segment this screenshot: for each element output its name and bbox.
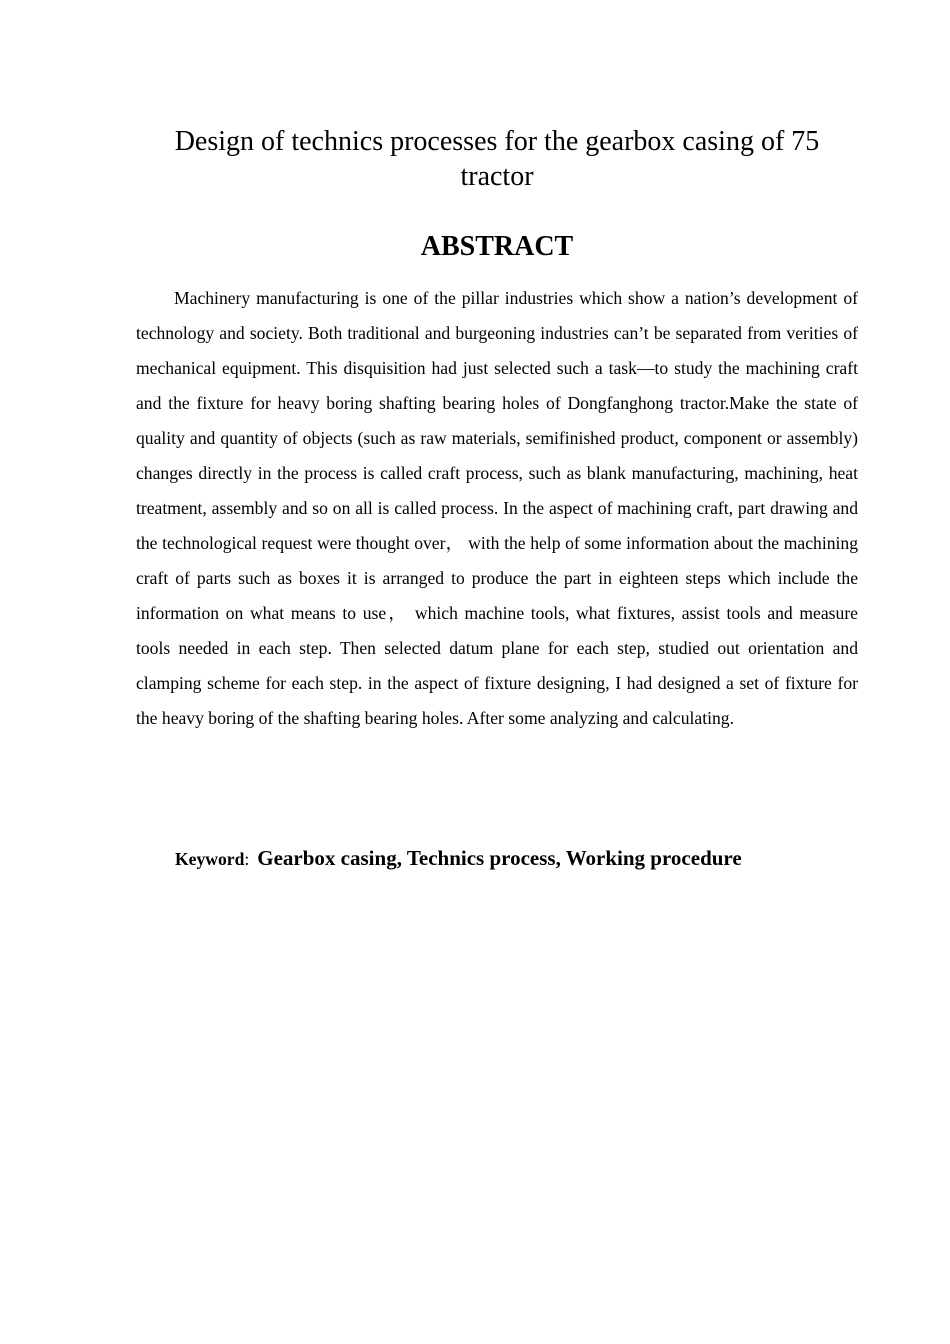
abstract-paragraph: Machinery manufacturing is one of the pillar industries which show a nation’s development of technology and society. Both traditional and burgeoning industries can’t be separated from verities of mechanical equipment. This disquisition had just selected such a task—to study the machining craft and the fixture for heavy boring shafting bearing holes of Dongfanghong tractor.Make the state of quality and quantity of objects (such as raw materials, semifinished product, component or assembly) changes directly in the process is called craft process, such as blank manufacturing, machining, heat treatment, assembly and so on all is called process. In the aspect of machining craft, part drawing and the technological request were thought over， with the help of some information about the machining craft of parts such as boxes it is arranged to produce the part in eighteen steps which include the information on what means to use， which machine tools, what fixtures, assist tools and measure tools needed in each step. Then selected datum plane for each step, studied out orientation and clamping scheme for each step. in the aspect of fixture designing, I had designed a set of fixture for the heavy boring of the shafting bearing holes. After some analyzing and calculating. xyxy=(136,288,858,728)
keyword-values: Gearbox casing, Technics process, Working procedure xyxy=(257,846,742,870)
keyword-separator: : xyxy=(244,849,250,869)
abstract-heading: ABSTRACT xyxy=(420,231,574,262)
keyword-label: Keyword xyxy=(175,849,245,869)
document-title: Design of technics processes for the gearbox casing of 75 tractor xyxy=(174,126,820,192)
keywords-line xyxy=(175,846,875,871)
